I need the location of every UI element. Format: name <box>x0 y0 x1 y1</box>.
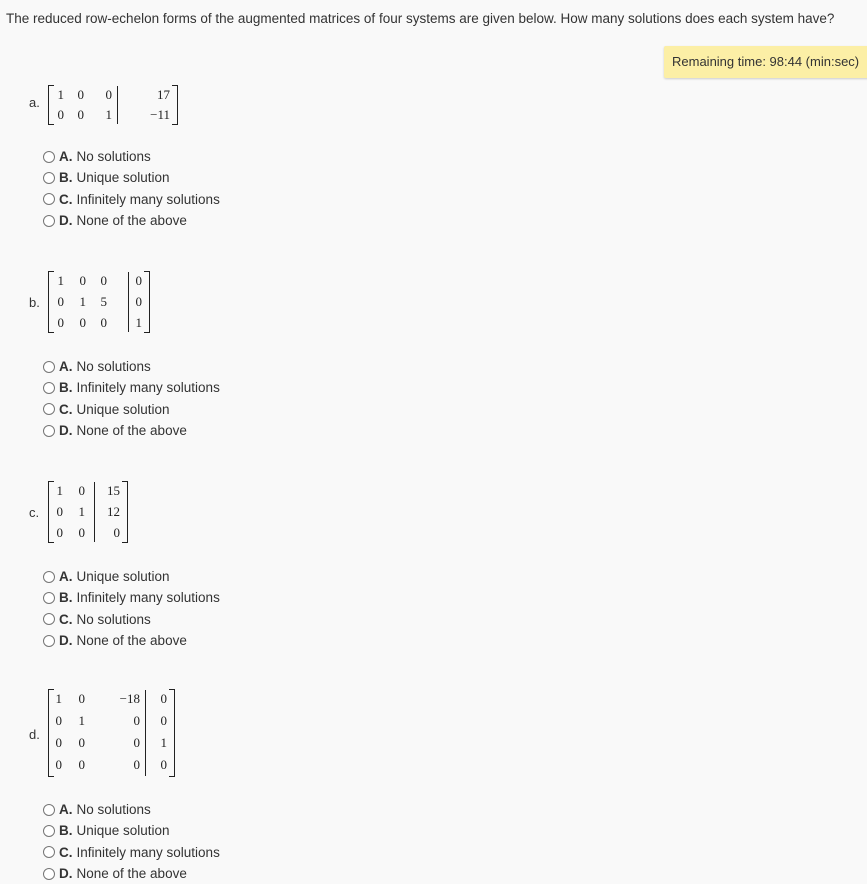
radio-button[interactable] <box>43 403 55 415</box>
matrix-a-cell: −11 <box>150 107 170 122</box>
options-a <box>43 146 220 231</box>
matrix-a <box>48 85 178 125</box>
radio-button[interactable] <box>43 151 55 163</box>
option-letter: B. <box>59 380 73 396</box>
matrix-c-cell: 12 <box>107 504 120 519</box>
option-a-D[interactable] <box>43 210 220 231</box>
option-letter: C. <box>59 844 73 860</box>
options-b <box>43 356 220 441</box>
matrix-b-cell: 1 <box>57 273 64 288</box>
matrix-c-cell: 0 <box>78 525 85 540</box>
matrix-b-cell: 5 <box>100 294 107 309</box>
matrix-c-cell: 0 <box>56 504 63 519</box>
radio-button[interactable] <box>43 825 55 837</box>
option-b-A[interactable] <box>43 356 220 377</box>
option-text: None of the above <box>76 866 187 882</box>
option-text: Infinitely many solutions <box>76 590 220 606</box>
option-d-D[interactable] <box>43 863 220 884</box>
option-text: Infinitely many solutions <box>76 191 220 207</box>
option-a-C[interactable] <box>43 189 220 210</box>
matrix-d-cell: 1 <box>160 735 167 750</box>
matrix-d-cell: −18 <box>119 691 140 706</box>
matrix-d-cell: 0 <box>55 713 62 728</box>
option-letter: D. <box>59 423 73 439</box>
option-letter: D. <box>59 633 73 649</box>
radio-button[interactable] <box>43 193 55 205</box>
matrix-c-cell: 0 <box>56 525 63 540</box>
radio-button[interactable] <box>43 425 55 437</box>
matrix-a-cell: 1 <box>57 87 64 102</box>
matrix-d <box>48 689 175 777</box>
question-text: The reduced row-echelon forms of the augmented matrices of four systems are given below. How many solutions does each system have? <box>6 11 835 26</box>
option-text: No solutions <box>76 611 151 627</box>
option-text: Unique solution <box>76 170 170 186</box>
matrix-a-cell: 0 <box>105 87 112 102</box>
options-c <box>43 566 220 651</box>
radio-button[interactable] <box>43 613 55 625</box>
option-letter: D. <box>59 213 73 229</box>
matrix-b-cell: 0 <box>79 273 86 288</box>
option-b-B[interactable] <box>43 377 220 398</box>
option-c-C[interactable] <box>43 609 220 630</box>
radio-button[interactable] <box>43 361 55 373</box>
option-text: No solutions <box>76 802 151 818</box>
matrix-d-cell: 0 <box>160 713 167 728</box>
option-letter: D. <box>59 866 73 882</box>
radio-button[interactable] <box>43 215 55 227</box>
matrix-b-cell: 0 <box>100 273 107 288</box>
option-c-D[interactable] <box>43 630 220 651</box>
option-text: Unique solution <box>76 401 170 417</box>
matrix-b-cell: 0 <box>135 273 142 288</box>
option-text: Infinitely many solutions <box>76 844 220 860</box>
radio-button[interactable] <box>43 592 55 604</box>
matrix-d-cell: 1 <box>78 713 85 728</box>
part-d-label: d. <box>29 727 40 742</box>
option-letter: A. <box>59 359 73 375</box>
option-text: No solutions <box>76 149 151 165</box>
matrix-d-cell: 0 <box>133 713 140 728</box>
radio-button[interactable] <box>43 172 55 184</box>
option-text: Unique solution <box>76 823 170 839</box>
part-a-label: a. <box>29 95 40 110</box>
matrix-b-cell: 0 <box>57 315 64 330</box>
matrix-d-cell: 0 <box>78 735 85 750</box>
matrix-d-cell: 0 <box>160 757 167 772</box>
matrix-d-cell: 1 <box>55 691 62 706</box>
option-b-D[interactable] <box>43 420 220 441</box>
option-letter: A. <box>59 569 73 585</box>
matrix-c-cell: 0 <box>78 483 85 498</box>
matrix-d-cell: 0 <box>55 735 62 750</box>
option-letter: B. <box>59 823 73 839</box>
radio-button[interactable] <box>43 846 55 858</box>
option-text: Infinitely many solutions <box>76 380 220 396</box>
option-d-B[interactable] <box>43 820 220 841</box>
matrix-b-cell: 1 <box>135 315 142 330</box>
option-a-A[interactable] <box>43 146 220 167</box>
matrix-d-cell: 0 <box>78 691 85 706</box>
matrix-b-cell: 0 <box>57 294 64 309</box>
matrix-a-cell: 0 <box>57 107 64 122</box>
option-b-C[interactable] <box>43 399 220 420</box>
matrix-d-cell: 0 <box>78 757 85 772</box>
matrix-c-cell: 1 <box>78 504 85 519</box>
matrix-a-cell: 1 <box>105 107 112 122</box>
option-c-B[interactable] <box>43 587 220 608</box>
matrix-c-cell: 0 <box>113 525 120 540</box>
matrix-b-cell: 0 <box>135 294 142 309</box>
radio-button[interactable] <box>43 571 55 583</box>
matrix-a-cell: 0 <box>77 87 84 102</box>
matrix-c-cell: 15 <box>107 483 120 498</box>
option-letter: C. <box>59 611 73 627</box>
options-d <box>43 799 220 884</box>
option-text: None of the above <box>76 633 187 649</box>
matrix-c-cell: 1 <box>56 483 63 498</box>
matrix-b <box>48 271 150 333</box>
option-letter: C. <box>59 401 73 417</box>
option-c-A[interactable] <box>43 566 220 587</box>
radio-button[interactable] <box>43 635 55 647</box>
option-letter: A. <box>59 802 73 818</box>
matrix-b-cell: 0 <box>100 315 107 330</box>
remaining-time-badge: Remaining time: 98:44 (min:sec) <box>664 46 867 78</box>
radio-button[interactable] <box>43 804 55 816</box>
matrix-b-cell: 1 <box>79 294 86 309</box>
matrix-d-cell: 0 <box>55 757 62 772</box>
part-b-label: b. <box>29 295 40 310</box>
option-letter: A. <box>59 149 73 165</box>
radio-button[interactable] <box>43 382 55 394</box>
radio-button[interactable] <box>43 868 55 880</box>
matrix-c <box>48 481 128 543</box>
option-a-B[interactable] <box>43 167 220 188</box>
matrix-d-cell: 0 <box>133 735 140 750</box>
option-d-C[interactable] <box>43 842 220 863</box>
matrix-d-cell: 0 <box>160 691 167 706</box>
option-d-A[interactable] <box>43 799 220 820</box>
option-text: None of the above <box>76 213 187 229</box>
option-letter: B. <box>59 590 73 606</box>
option-text: No solutions <box>76 359 151 375</box>
matrix-b-cell: 0 <box>79 315 86 330</box>
matrix-a-cell: 0 <box>77 107 84 122</box>
matrix-d-cell: 0 <box>133 757 140 772</box>
option-text: None of the above <box>76 423 187 439</box>
part-c-label: c. <box>29 505 40 520</box>
option-letter: C. <box>59 191 73 207</box>
option-letter: B. <box>59 170 73 186</box>
matrix-a-cell: 17 <box>157 87 170 102</box>
option-text: Unique solution <box>76 569 170 585</box>
